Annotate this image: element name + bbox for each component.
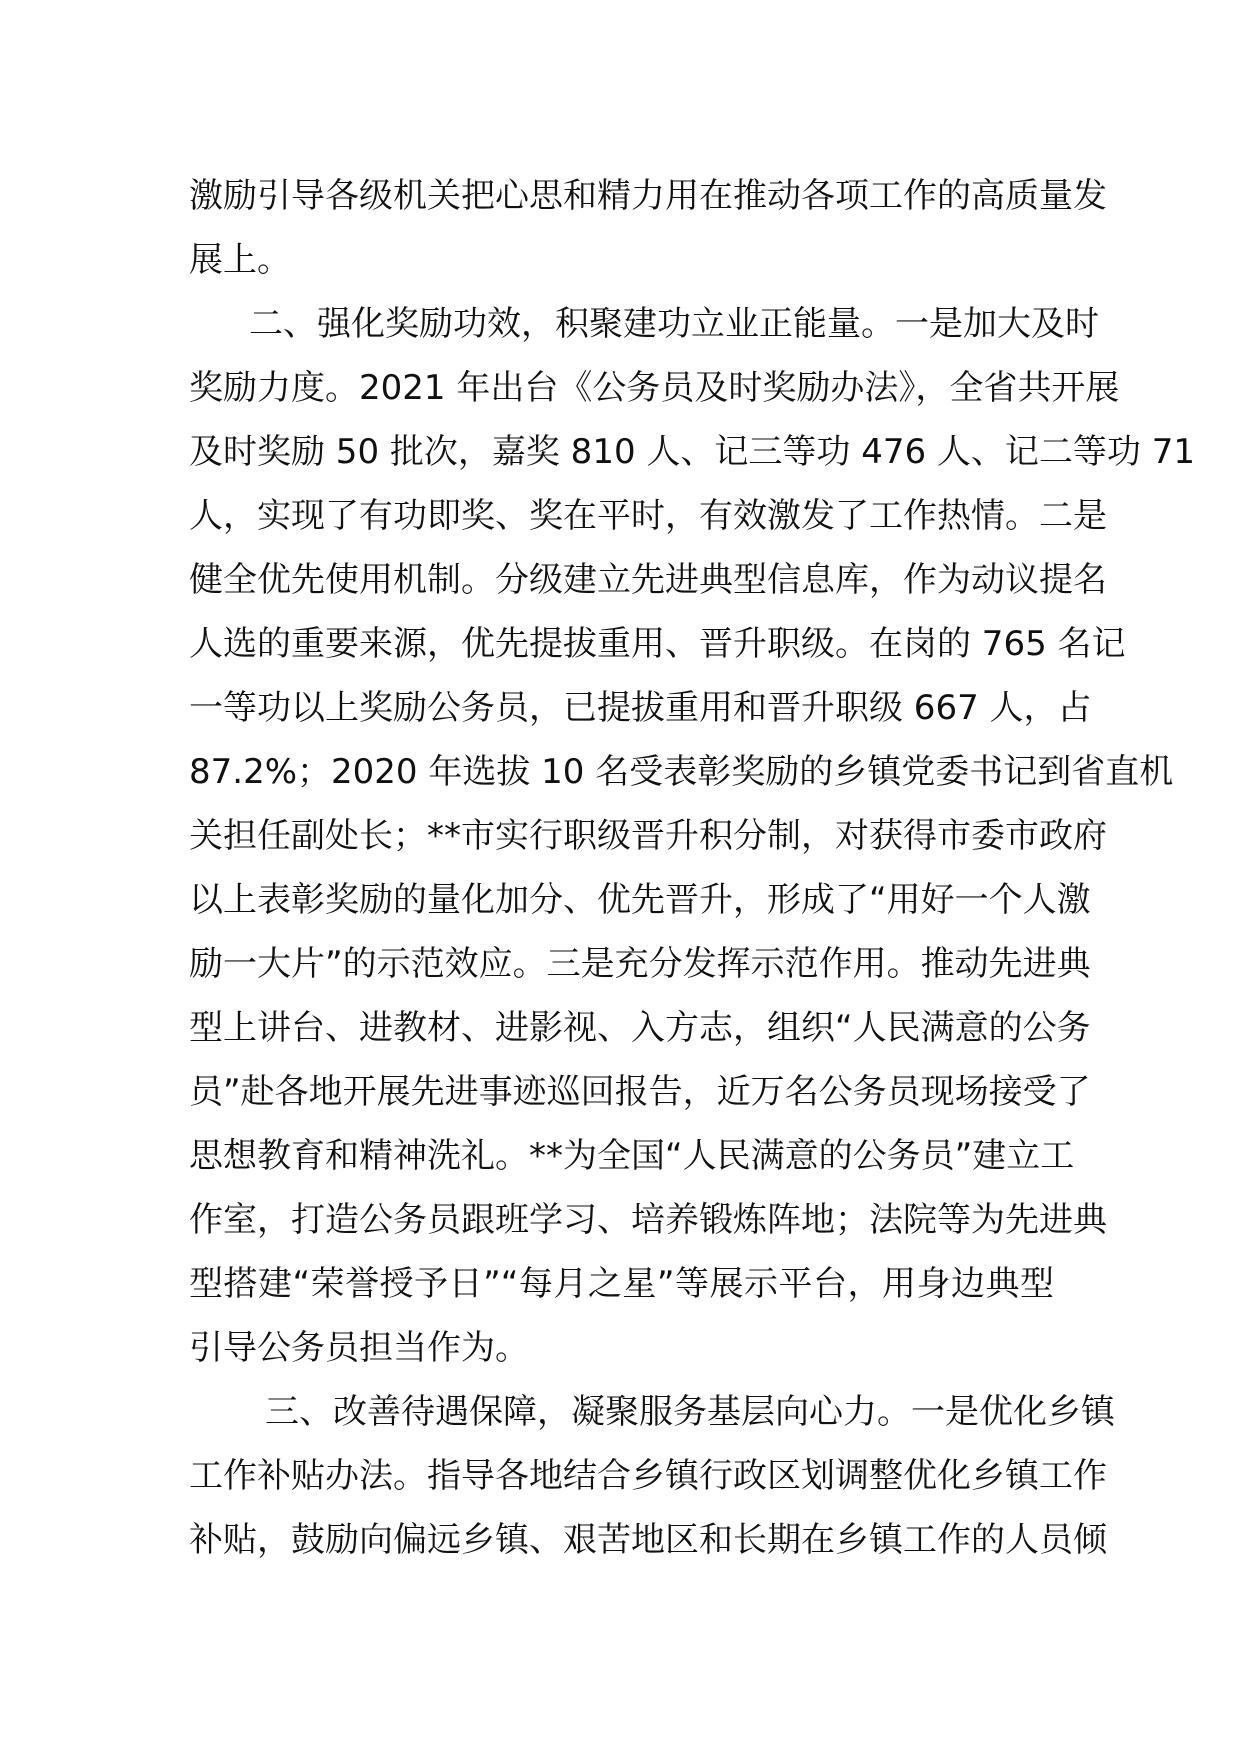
paragraph-line: 作室，打造公务员跟班学习、培养锻炼阵地；法院等为先进典: [189, 1200, 1107, 1240]
paragraph-line: 人，实现了有功即奖、奖在平时，有效激发了工作热情。二是: [189, 496, 1107, 536]
paragraph-line: 及时奖励 50 批次，嘉奖 810 人、记三等功 476 人、记二等功 71: [189, 432, 1195, 472]
section-heading-line: 三、改善待遇保障，凝聚服务基层向心力。一是优化乡镇: [265, 1392, 1115, 1432]
paragraph-line: 关担任副处长；**市实行职级晋升积分制，对获得市委市政府: [189, 816, 1107, 856]
paragraph-line: 补贴，鼓励向偏远乡镇、艰苦地区和长期在乡镇工作的人员倾: [189, 1520, 1107, 1560]
paragraph-line: 员”赴各地开展先进事迹巡回报告，近万名公务员现场接受了: [189, 1072, 1091, 1112]
paragraph-line: 引导公务员担当作为。: [189, 1328, 529, 1368]
document-body: [189, 164, 1195, 1572]
paragraph-line: 健全优先使用机制。分级建立先进典型信息库，作为动议提名: [189, 560, 1107, 600]
section-heading-line: 二、强化奖励功效，积聚建功立业正能量。一是加大及时: [249, 304, 1099, 344]
paragraph-line: 人选的重要来源，优先提拔重用、晋升职级。在岗的 765 名记: [189, 624, 1126, 664]
paragraph-line: 奖励力度。2021 年出台《公务员及时奖励办法》，全省共开展: [189, 368, 1120, 408]
paragraph-line: 型上讲台、进教材、进影视、入方志，组织“人民满意的公务: [189, 1008, 1091, 1048]
paragraph-line: 型搭建“荣誉授予日”“每月之星”等展示平台，用身边典型: [189, 1264, 1054, 1304]
paragraph-line: 展上。: [189, 240, 291, 280]
paragraph-line: 励一大片”的示范效应。三是充分发挥示范作用。推动先进典: [189, 944, 1091, 984]
paragraph-line: 87.2%；2020 年选拔 10 名受表彰奖励的乡镇党委书记到省直机: [189, 752, 1174, 792]
paragraph-line: 一等功以上奖励公务员，已提拔重用和晋升职级 667 人，占: [189, 688, 1092, 728]
paragraph-line: 思想教育和精神洗礼。**为全国“人民满意的公务员”建立工: [189, 1136, 1075, 1176]
paragraph-line: 工作补贴办法。指导各地结合乡镇行政区划调整优化乡镇工作: [189, 1456, 1107, 1496]
paragraph-line: 激励引导各级机关把心思和精力用在推动各项工作的高质量发: [189, 176, 1107, 216]
paragraph-line: 以上表彰奖励的量化加分、优先晋升，形成了“用好一个人激: [189, 880, 1091, 920]
